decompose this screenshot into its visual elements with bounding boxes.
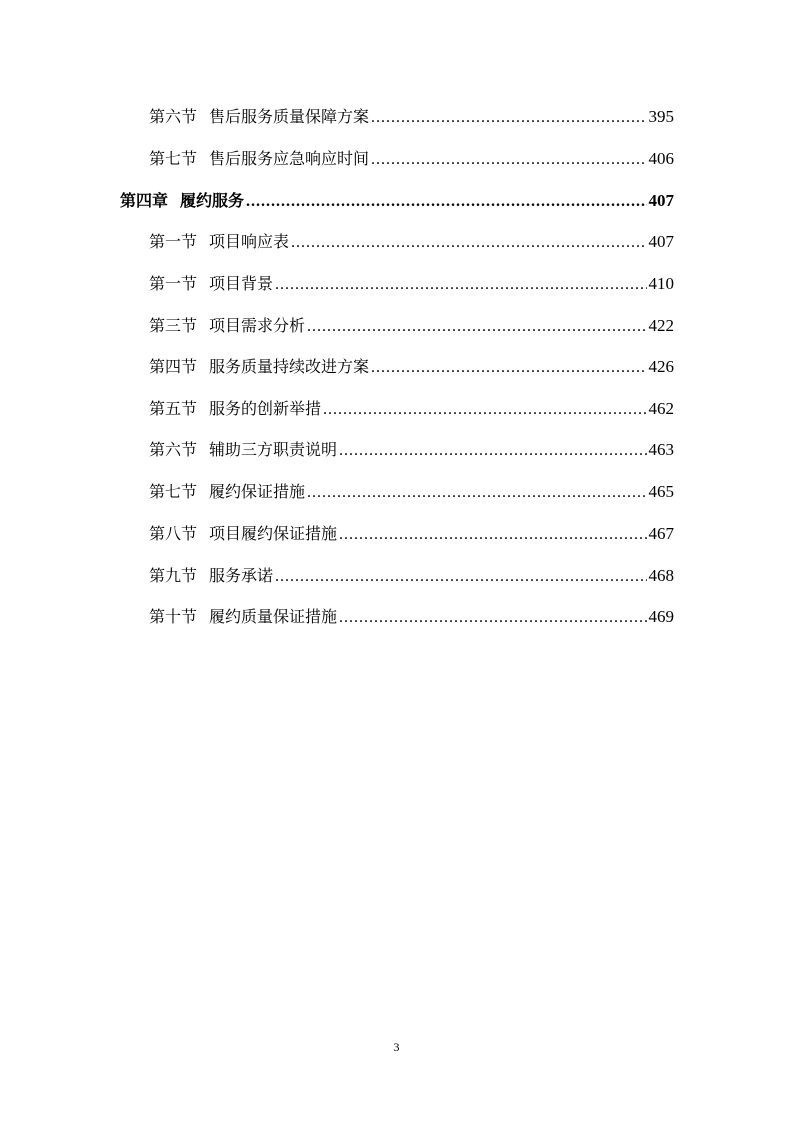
toc-dot-leader xyxy=(323,398,646,422)
toc-dot-leader xyxy=(371,148,646,172)
toc-entry-label xyxy=(149,480,305,504)
toc-entry-number: 第八节 xyxy=(149,524,198,543)
toc-dot-leader xyxy=(371,356,646,380)
page-number: 3 xyxy=(393,1040,400,1054)
toc-entry-page: 467 xyxy=(648,524,674,543)
toc-entry[interactable] xyxy=(149,272,674,296)
toc-entry-number: 第一节 xyxy=(149,274,198,293)
toc-dot-leader xyxy=(371,106,646,130)
toc-entry-label xyxy=(149,605,337,629)
toc-dot-leader xyxy=(307,481,646,505)
toc-chapter-entry[interactable] xyxy=(120,189,674,213)
toc-entry-page: 407 xyxy=(648,232,674,251)
toc-entry-page: 463 xyxy=(648,440,674,459)
toc-entry-title: 项目需求分析 xyxy=(209,316,306,335)
toc-entry-title: 服务承诺 xyxy=(209,566,274,585)
toc-dot-leader xyxy=(275,565,646,589)
toc-entry-title: 售后服务应急响应时间 xyxy=(209,149,370,168)
toc-entry[interactable] xyxy=(149,355,674,379)
toc-entry-label xyxy=(149,564,273,588)
toc-entry-number: 第六节 xyxy=(149,107,198,126)
toc-entry[interactable] xyxy=(149,522,674,546)
toc-entry[interactable] xyxy=(149,230,674,254)
toc-entry-page: 422 xyxy=(648,316,674,335)
toc-entry-page: 469 xyxy=(648,607,674,626)
toc-dot-leader xyxy=(339,523,646,547)
toc-entry-number: 第三节 xyxy=(149,316,198,335)
toc-entry-title: 售后服务质量保障方案 xyxy=(209,107,370,126)
toc-entry[interactable] xyxy=(149,480,674,504)
toc-entry-number: 第七节 xyxy=(149,482,198,501)
toc-chapter-number: 第四章 xyxy=(120,191,169,210)
toc-entry-title: 服务质量持续改进方案 xyxy=(209,357,370,376)
toc-entry-number: 第一节 xyxy=(149,232,198,251)
toc-entry[interactable] xyxy=(149,397,674,421)
toc-entry-page: 395 xyxy=(648,107,674,126)
toc-entry[interactable] xyxy=(149,438,674,462)
toc-entry-number: 第四节 xyxy=(149,357,198,376)
toc-entry-label xyxy=(149,438,337,462)
toc-entry[interactable] xyxy=(149,314,674,338)
toc-entry-title: 项目响应表 xyxy=(209,232,290,251)
toc-chapter-title: 履约服务 xyxy=(180,191,245,210)
toc-entry-title: 履约质量保证措施 xyxy=(209,607,338,626)
toc-entry-title: 履约保证措施 xyxy=(209,482,306,501)
toc-entry-label xyxy=(149,397,321,421)
toc-entry-page: 462 xyxy=(648,399,674,418)
toc-dot-leader xyxy=(291,231,646,255)
toc-entry-page: 468 xyxy=(648,566,674,585)
toc-dot-leader xyxy=(339,606,646,630)
toc-entry-label xyxy=(149,272,273,296)
toc-entry-page: 410 xyxy=(648,274,674,293)
toc-entry-page: 465 xyxy=(648,482,674,501)
toc-entry-label xyxy=(149,522,337,546)
toc-entry[interactable] xyxy=(149,564,674,588)
toc-entry-label xyxy=(149,105,369,129)
toc-entry-title: 项目背景 xyxy=(209,274,274,293)
toc-dot-leader xyxy=(339,439,646,463)
toc-dot-leader xyxy=(275,273,646,297)
toc-entry-page: 406 xyxy=(648,149,674,168)
toc-entry-title: 服务的创新举措 xyxy=(209,399,322,418)
toc-entry-title: 项目履约保证措施 xyxy=(209,524,338,543)
toc-entry[interactable] xyxy=(149,105,674,129)
toc-dot-leader xyxy=(307,315,646,339)
toc-entry-label xyxy=(149,355,369,379)
toc-entry-number: 第十节 xyxy=(149,607,198,626)
toc-entry-number: 第六节 xyxy=(149,440,198,459)
toc-entry-number: 第九节 xyxy=(149,566,198,585)
toc-entry-number: 第五节 xyxy=(149,399,198,418)
toc-entry-page: 426 xyxy=(648,357,674,376)
toc-entry[interactable] xyxy=(149,147,674,171)
toc-entry[interactable] xyxy=(149,605,674,629)
toc-chapter-page: 407 xyxy=(648,191,674,210)
toc-entry-label xyxy=(149,230,289,254)
toc-entry-label xyxy=(149,314,305,338)
toc-entry-label xyxy=(149,147,369,171)
toc-dot-leader xyxy=(246,190,646,214)
toc-entry-label xyxy=(120,189,244,213)
toc-entry-title: 辅助三方职责说明 xyxy=(209,440,338,459)
toc-entry-number: 第七节 xyxy=(149,149,198,168)
